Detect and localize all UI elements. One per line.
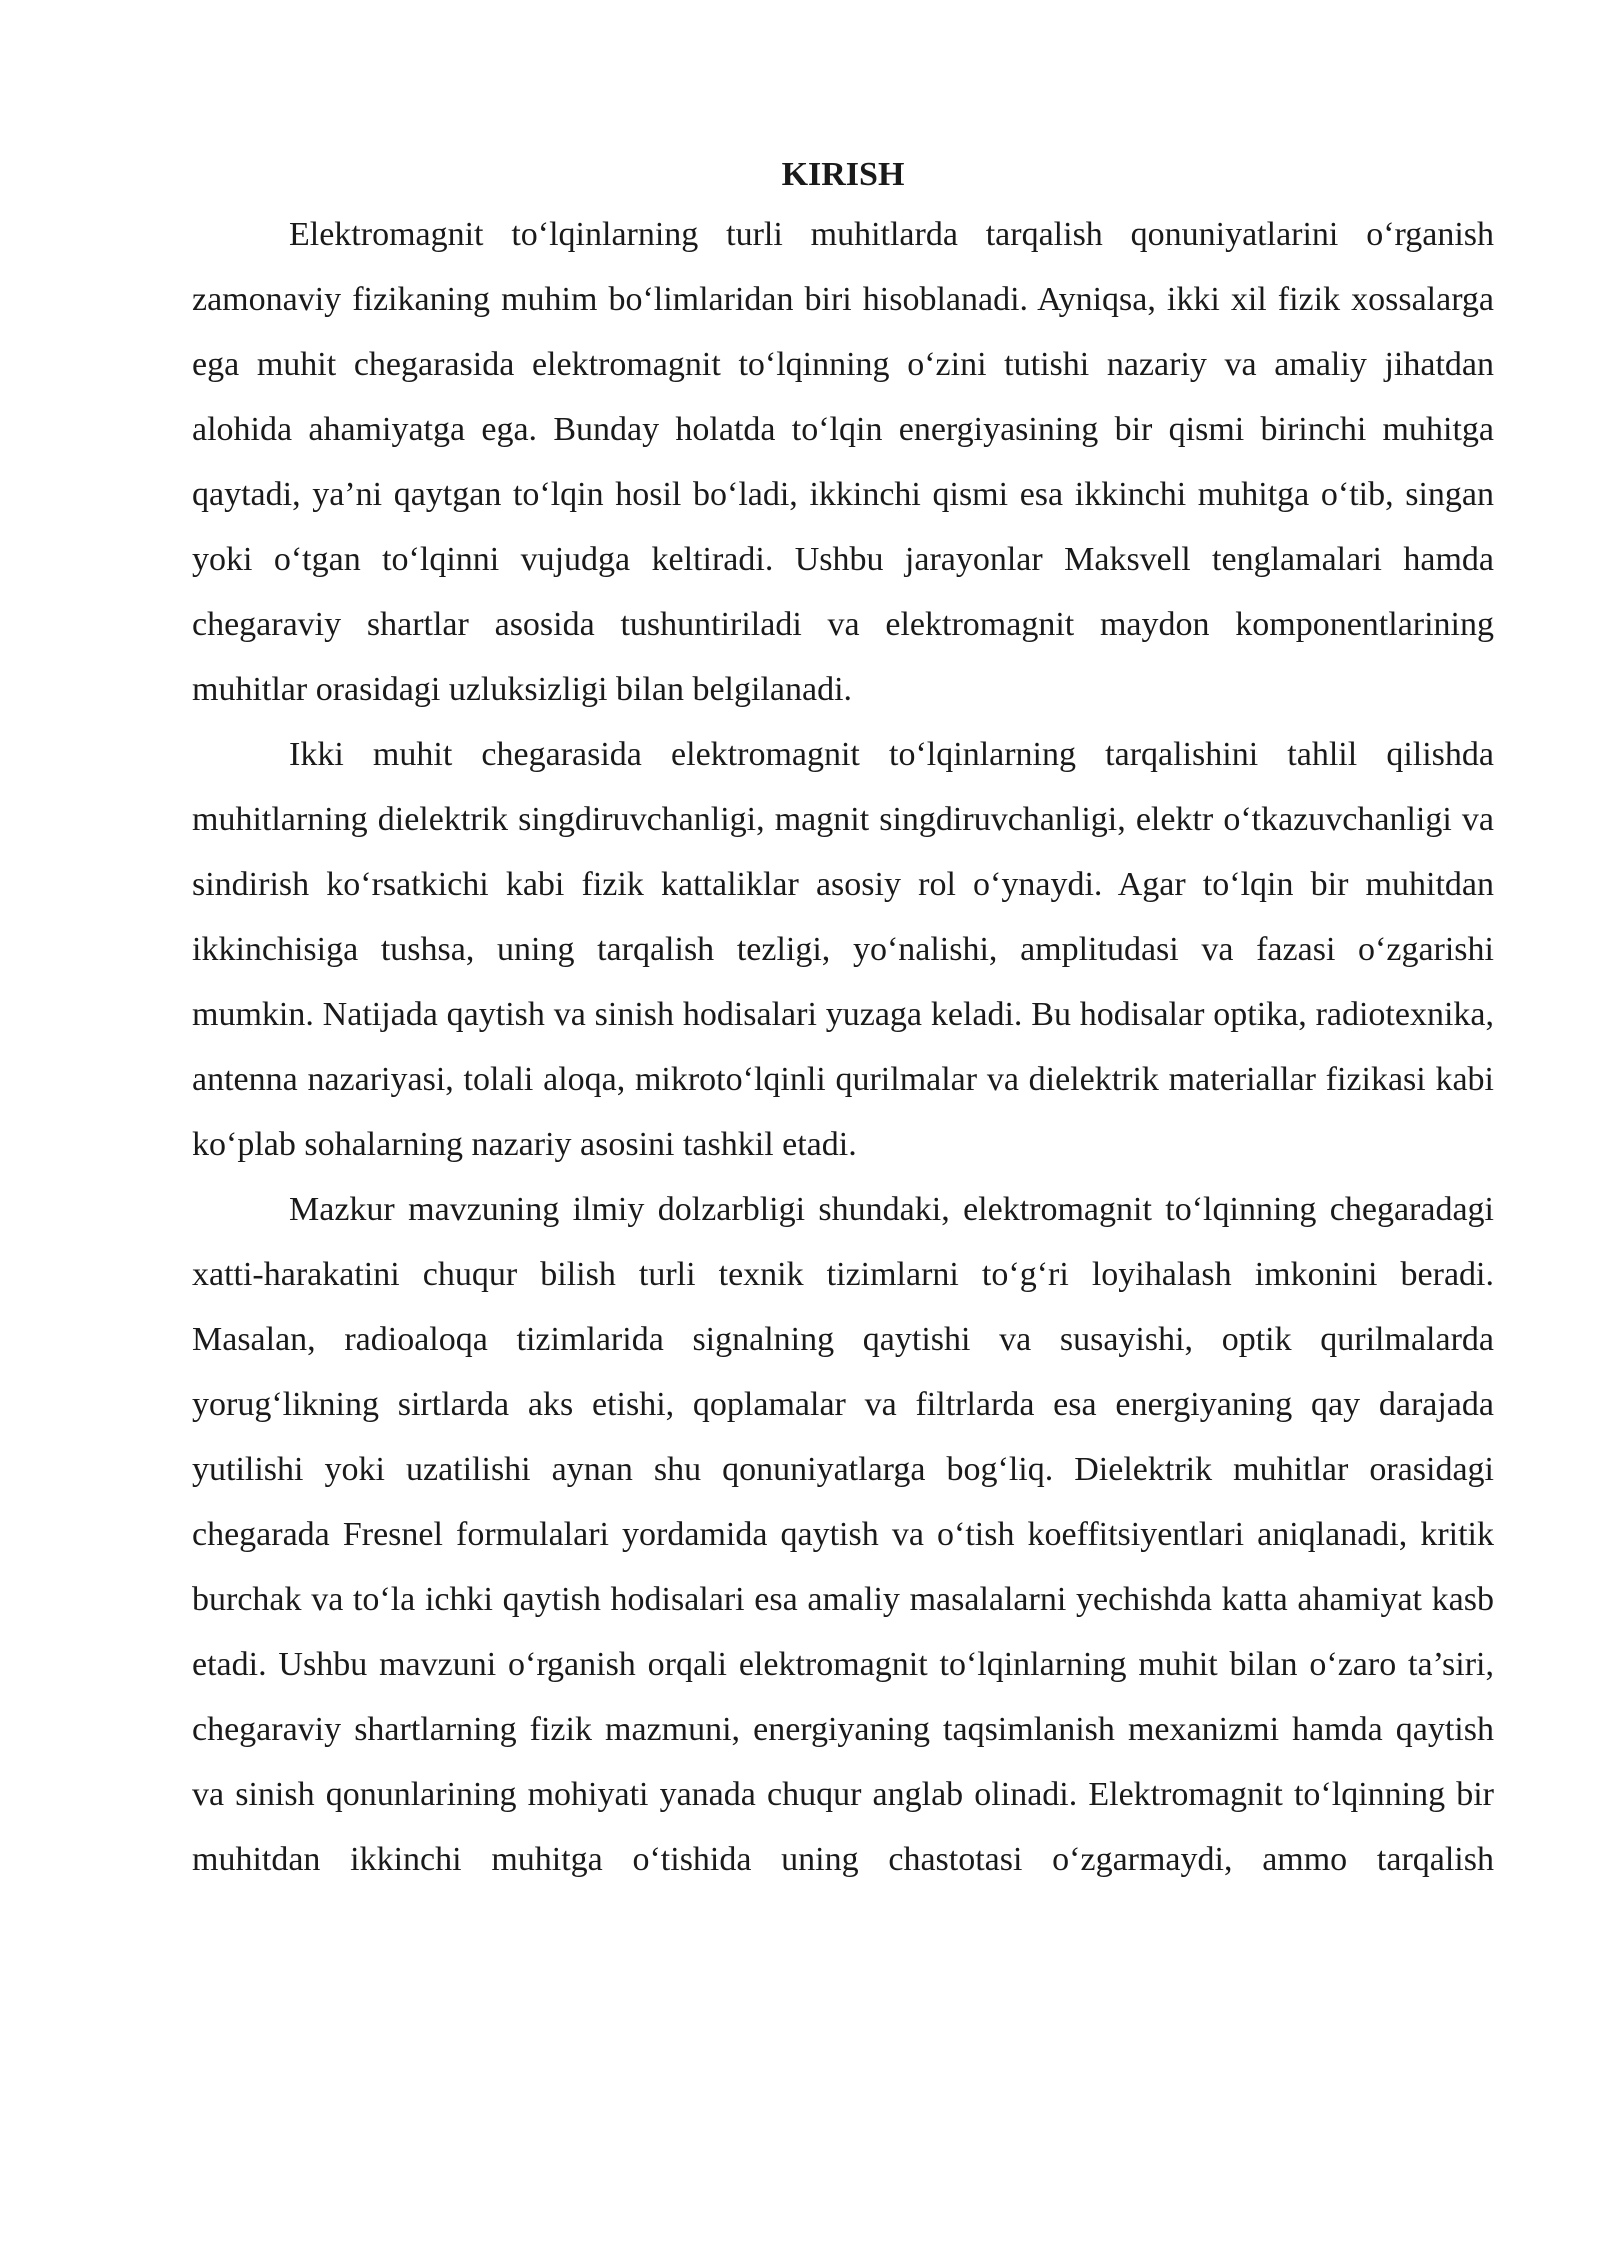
- paragraph-3: Mazkur mavzuning ilmiy dolzarbligi shundaki, elektromagnit to‘lqinning chegaradagi xatti-harakatini chuqur bilish turli texnik tizimlarni to‘g‘ri loyihalash imkonini beradi. Masalan, radioaloqa tizimlarida signalning qaytishi va susayishi, optik qurilmalarda yorug‘likning sirtlarda aks etishi, qoplamalar va filtrlarda esa energiyaning qay darajada yutilishi yoki uzatilishi aynan shu qonuniyatlarga bog‘liq. Dielektrik muhitlar orasidagi chegarada Fresnel formulalari yordamida qaytish va o‘tish koeffitsiyentlari aniqlanadi, kritik burchak va to‘la ichki qaytish hodisalari esa amaliy masalalarni yechishda katta ahamiyat kasb etadi. Ushbu mavzuni o‘rganish orqali elektromagnit to‘lqinlarning muhit bilan o‘zaro ta’siri, chegaraviy shartlarning fizik mazmuni, energiyaning taqsimlanish mexanizmi hamda qaytish va sinish qonunlarining mohiyati yanada chuqur anglab olinadi. Elektromagnit to‘lqinning bir muhitdan ikkinchi muhitga o‘tishida uning chastotasi o‘zgarmaydi, ammo tarqalish: [192, 1191, 1494, 1878]
- section-heading: KIRISH: [781, 156, 905, 193]
- document-body: [192, 148, 1494, 1892]
- paragraph-1: Elektromagnit to‘lqinlarning turli muhitlarda tarqalish qonuniyatlarini o‘rganish zamonaviy fizikaning muhim bo‘limlaridan biri hisoblanadi. Ayniqsa, ikki xil fizik xossalarga ega muhit chegarasida elektromagnit to‘lqinning o‘zini tutishi nazariy va amaliy jihatdan alohida ahamiyatga ega. Bunday holatda to‘lqin energiyasining bir qismi birinchi muhitga qaytadi, ya’ni qaytgan to‘lqin hosil bo‘ladi, ikkinchi qismi esa ikkinchi muhitga o‘tib, singan yoki o‘tgan to‘lqinni vujudga keltiradi. Ushbu jarayonlar Maksvell tenglamalari hamda chegaraviy shartlar asosida tushuntiriladi va elektromagnit maydon komponentlarining muhitlar orasidagi uzluksizligi bilan belgilanadi.: [192, 216, 1494, 708]
- paragraph-2: Ikki muhit chegarasida elektromagnit to‘lqinlarning tarqalishini tahlil qilishda muhitlarning dielektrik singdiruvchanligi, magnit singdiruvchanligi, elektr o‘tkazuvchanligi va sindirish ko‘rsatkichi kabi fizik kattaliklar asosiy rol o‘ynaydi. Agar to‘lqin bir muhitdan ikkinchisiga tushsa, uning tarqalish tezligi, yo‘nalishi, amplitudasi va fazasi o‘zgarishi mumkin. Natijada qaytish va sinish hodisalari yuzaga keladi. Bu hodisalar optika, radiotexnika, antenna nazariyasi, tolali aloqa, mikroto‘lqinli qurilmalar va dielektrik materiallar fizikasi kabi ko‘plab sohalarning nazariy asosini tashkil etadi.: [192, 736, 1494, 1163]
